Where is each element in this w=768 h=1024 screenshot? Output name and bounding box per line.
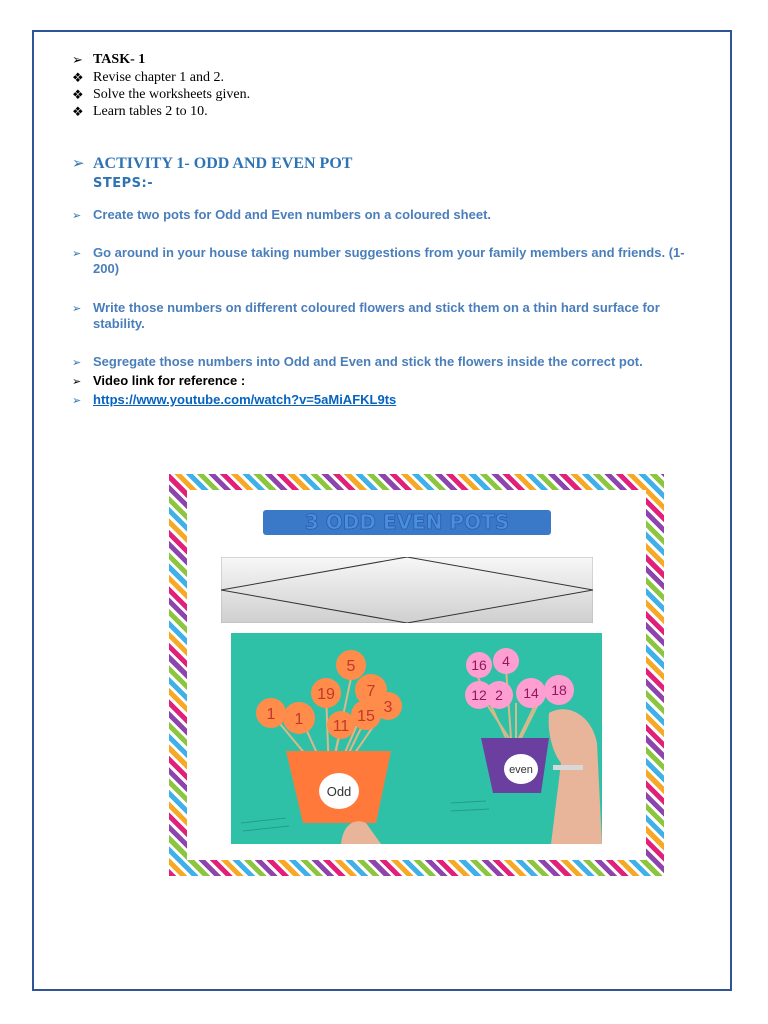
flower-number: 7 bbox=[366, 683, 376, 700]
step-text: Write those numbers on different coloured flowers and stick them on a thin hard surface for stability. bbox=[93, 300, 660, 331]
flower-number: 1 bbox=[294, 711, 304, 728]
video-link-row bbox=[72, 392, 702, 409]
video-label: Video link for reference : bbox=[93, 373, 246, 388]
arrow-bullet-icon: ➢ bbox=[72, 395, 82, 407]
task-item-text: Revise chapter 1 and 2. bbox=[93, 70, 225, 85]
task-item-text: Solve the worksheets given. bbox=[93, 87, 251, 102]
task-item bbox=[72, 70, 224, 86]
step-item bbox=[72, 300, 702, 332]
arrow-bullet-icon: ➢ bbox=[72, 357, 82, 369]
task-item bbox=[72, 104, 208, 120]
activity-title: ACTIVITY 1- ODD AND EVEN POT bbox=[93, 154, 353, 172]
video-label-row bbox=[72, 373, 702, 390]
step-text: Segregate those numbers into Odd and Even and stick the flowers inside the correct pot. bbox=[93, 354, 643, 369]
arrow-bullet-icon: ➢ bbox=[72, 376, 82, 388]
odd-pot-label: Odd bbox=[326, 784, 352, 799]
step-item bbox=[72, 354, 702, 371]
step-text: Go around in your house taking number suggestions from your family members and friends. (1-200) bbox=[93, 245, 685, 276]
even-pot-label: even bbox=[509, 764, 533, 776]
arrow-bullet-icon: ➢ bbox=[72, 156, 85, 172]
steps-label: STEPS:- bbox=[93, 176, 154, 191]
arrow-bullet-icon: ➢ bbox=[72, 303, 82, 315]
flower-number: 11 bbox=[332, 718, 350, 735]
banner-shape bbox=[221, 557, 593, 623]
task-item bbox=[72, 87, 250, 103]
flower-number: 12 bbox=[471, 687, 487, 703]
task-item-text: Learn tables 2 to 10. bbox=[93, 104, 208, 119]
flower-number: 16 bbox=[471, 657, 487, 673]
flower-number: 1 bbox=[266, 706, 276, 723]
activity-heading bbox=[72, 154, 352, 173]
diamond-bullet-icon: ❖ bbox=[72, 70, 84, 85]
flower-number: 18 bbox=[551, 682, 567, 698]
step-text: Create two pots for Odd and Even numbers on a coloured sheet. bbox=[93, 207, 492, 222]
diamond-bullet-icon: ❖ bbox=[72, 104, 84, 119]
video-link[interactable]: https://www.youtube.com/watch?v=5aMiAFKL9ts bbox=[93, 392, 397, 407]
flower-number: 4 bbox=[502, 653, 510, 669]
step-item bbox=[72, 245, 702, 277]
flower-number: 14 bbox=[523, 685, 539, 701]
image-title-text: 3 ODD EVEN POTS bbox=[304, 510, 510, 534]
image-title bbox=[263, 507, 551, 537]
flower-number: 5 bbox=[346, 658, 356, 675]
arrow-bullet-icon: ➢ bbox=[72, 52, 83, 67]
arrow-bullet-icon: ➢ bbox=[72, 248, 82, 260]
step-item bbox=[72, 207, 702, 224]
diamond-bullet-icon: ❖ bbox=[72, 87, 84, 102]
flower-number: 2 bbox=[495, 687, 503, 703]
arrow-bullet-icon: ➢ bbox=[72, 210, 82, 222]
flower-number: 19 bbox=[317, 686, 335, 703]
task-heading bbox=[72, 52, 145, 68]
odd-even-pots-photo bbox=[231, 633, 602, 844]
task-title: TASK- 1 bbox=[93, 52, 146, 67]
flower-number: 3 bbox=[383, 699, 393, 716]
flower-number: 15 bbox=[357, 708, 375, 725]
